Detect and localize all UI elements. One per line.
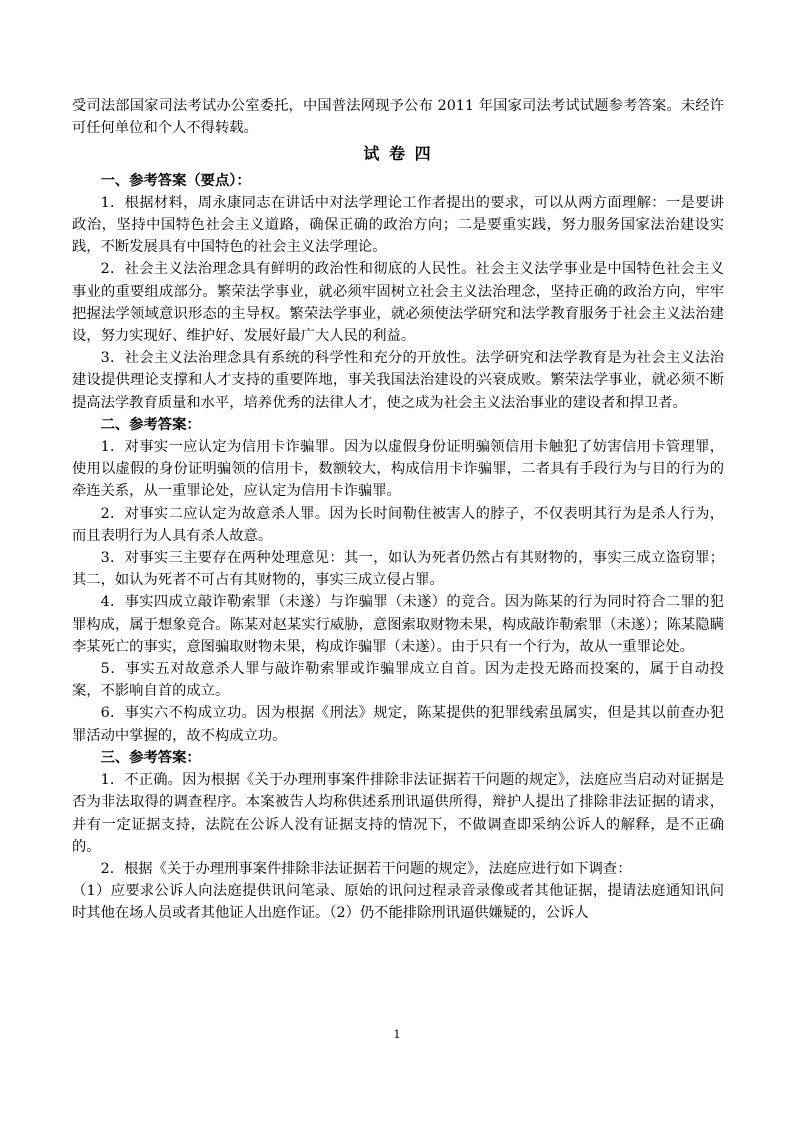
answer-paragraph: 2．根据《关于办理刑事案件排除非法证据若干问题的规定》，法庭应进行如下调查： <box>100 860 632 877</box>
answer-paragraph: 6．事实六不构成立功。因为根据《刑法》规定，陈某提供的犯罪线索虽属实，但是其以前查办犯罪活动中掌握的，故不构成立功。 <box>72 705 724 744</box>
answer-paragraph: 5．事实五对故意杀人罪与敲诈勒索罪或诈骗罪成立自首。因为走投无路而投案的，属于自动投案，不影响自首的成立。 <box>72 661 724 700</box>
answer-paragraph: 4．事实四成立敲诈勒索罪（未遂）与诈骗罪（未遂）的竞合。因为陈某的行为同时符合二罪的犯罪构成，属于想象竞合。陈某对赵某实行威胁，意图索取财物未果，构成敲诈勒索罪（未遂）；陈某隐瞒李某死亡的事实，意图骗取财物未果，构成诈骗罪（未遂）。由于只有一个行为，故从一重罪论处。 <box>72 594 724 655</box>
answer-paragraph: 3．对事实三主要存在两种处理意见：其一，如认为死者仍然占有其财物的，事实三成立盗窃罪；其二，如认为死者不可占有其财物的，事实三成立侵占罪。 <box>72 550 724 589</box>
section-2 <box>72 414 724 747</box>
answer-paragraph: 1．对事实一应认定为信用卡诈骗罪。因为以虚假身份证明骗领信用卡触犯了妨害信用卡管理罪，使用以虚假的身份证明骗领的信用卡，数额较大，构成信用卡诈骗罪，二者具有手段行为与目的行为的牵连关系，从一重罪论处，应认定为信用卡诈骗罪。 <box>72 439 724 500</box>
intro-notice: 受司法部国家司法考试办公室委托，中国普法网现予公布 2011 年国家司法考试试题参考答案。未经许可任何单位和个人不得转载。 <box>72 98 724 137</box>
paper-title: 试 卷 四 <box>363 144 433 164</box>
answer-paragraph-continued: （1）应要求公诉人向法庭提供讯问笔录、原始的讯问过程录音录像或者其他证据，提请法庭通知讯问时其他在场人员或者其他证人出庭作证。（2）仍不能排除刑讯逼供嫌疑的，公诉人 <box>72 883 724 922</box>
answer-paragraph: 3．社会主义法治理念具有系统的科学性和充分的开放性。法学研究和法学教育是为社会主义法治建设提供理论支撑和人才支持的重要阵地，事关我国法治建设的兴衰成败。繁荣法学事业，就必须不断提高法学教育质量和水平，培养优秀的法律人才，使之成为社会主义法治事业的建设者和捍卫者。 <box>72 350 724 411</box>
section-heading: 二、参考答案： <box>100 416 201 433</box>
section-1 <box>72 170 724 414</box>
answer-paragraph: 1．不正确。因为根据《关于办理刑事案件排除非法证据若干问题的规定》，法庭应当启动对证据是否为非法取得的调查程序。本案被告人均称供述系刑讯逼供所得，辩护人提出了排除非法证据的请求，并有一定证据支持，法院在公诉人没有证据支持的情况下，不做调查即采纳公诉人的解释，是不正确的。 <box>72 772 724 855</box>
section-3 <box>72 747 724 925</box>
document-page <box>72 95 724 925</box>
section-heading: 一、参考答案（要点）： <box>100 172 251 189</box>
answer-paragraph: 2．社会主义法治理念具有鲜明的政治性和彻底的人民性。社会主义法学事业是中国特色社会主义事业的重要组成部分。繁荣法学事业，就必须牢固树立社会主义法治理念，坚持正确的政治方向，牢牢把握法学领域意识形态的主导权。繁荣法学事业，就必须使法学研究和法学教育服务于社会主义法治建设，努力实现好、维护好、发展好最广大人民的利益。 <box>72 261 724 345</box>
section-heading: 三、参考答案： <box>100 749 201 766</box>
answer-paragraph: 1．根据材料，周永康同志在讲话中对法学理论工作者提出的要求，可以从两方面理解：一是要讲政治，坚持中国特色社会主义道路，确保正确的政治方向；二是要重实践，努力服务国家法治建设实践，不断发展具有中国特色的社会主义法学理论。 <box>72 194 724 256</box>
answer-paragraph: 2．对事实二应认定为故意杀人罪。因为长时间勒住被害人的脖子，不仅表明其行为是杀人行为，而且表明行为人具有杀人故意。 <box>72 505 724 544</box>
page-number: 1 <box>393 1028 401 1041</box>
